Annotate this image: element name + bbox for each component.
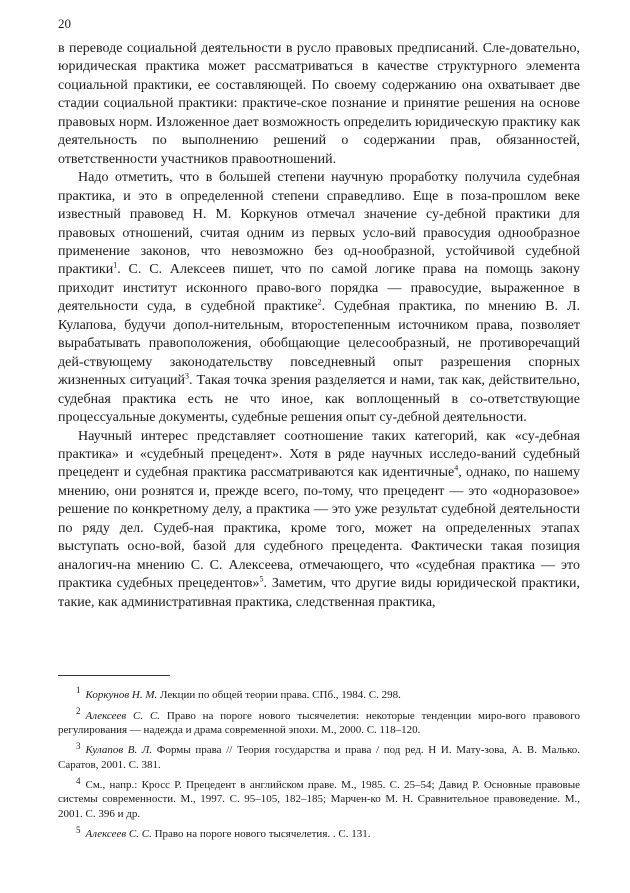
paragraph-text: . Заметим, что другие виды юридической практики, такие, как административная практика, следственная практика, [58,576,580,610]
footnotes [58,685,580,848]
footnote-text: См., напр.: Кросс Р. Прецедент в английском праве. М., 1985. С. 25–54; Давид Р. Основные правовые системы современности. М., 1997. С. 95–105, 182–185; Марчен-ко М. Н. Сравнительное правоведение. М., 2001. С. 396 и др. [58,779,580,820]
footnote-ref[interactable]: 2 [317,297,322,307]
paragraph-text: . Судебная практика, по мнению В. Л. Кулапова, будучи допол-нительным, второстепенным источником права, позволяет вырабатывать правоположения, обобщающие целесообразный, не противоречащий дей-ствующему законодательству повседневный опыт разрешения спорных жизненных ситуаций [58,299,580,389]
paragraph-text: Надо отметить, что в большей степени научную проработку получила судебная практика, и это в определенной степени справедливо. Еще в поза-прошлом веке известный правовед Н. М. Коркунов отмечал значение су-дебной практики для правовых отношений, считая одним из первых усло-вий правосудия однообразное применение законов, что невозможно без од-нообразной, устойчивой судебной практики [58,170,580,278]
footnote-author: Алексеев С. С. [85,828,152,841]
footnote-number: 4 [76,775,81,786]
body-text [58,40,580,612]
footnote [58,775,580,821]
page-number: 20 [58,16,71,31]
paragraph-text: . С. С. Алексеев пишет, что по самой логике права на помощь закону приходит институт исконного право-вого порядка — правосудие, выраженное в деятельности суда, в судебной практике [58,262,580,315]
footnote-ref[interactable]: 4 [454,463,459,473]
paragraph-text: , однако, по нашему мнению, они рознятся и, прежде всего, по-тому, что прецедент — это «одноразовое» решение по конкретному делу, а практика — это уже результат судебной деятельности по ряду дел. Судеб-ная практика, кроме того, может на определенных этапах выступать осно-вой, базой для судебного прецедента. Фактически такая позиция аналогич-на мнению С. С. Алексеева, отмечающего, что «судебная практика — это практика судебных прецедентов» [58,465,580,592]
footnote-number: 5 [76,824,81,835]
footnote-text: Право на пороге нового тысячелетия. . С. 131. [151,828,371,841]
footnote-text: Лекции по общей теории права. СПб., 1984. С. 298. [157,689,401,701]
footnote-text: Формы права // Теория государства и права / под ред. Н И. Мату-зова, А. В. Малько. Саратов, 2001. С. 381. [58,744,580,771]
body-paragraph [58,40,580,169]
footnote [58,824,580,841]
footnote-divider [58,675,170,676]
footnote-ref[interactable]: 5 [259,574,264,584]
footnote [58,685,580,702]
body-paragraph [58,169,580,427]
footnote-author: Алексеев С. С. [85,709,161,722]
footnote-number: 3 [76,740,81,751]
footnote-number: 2 [76,705,81,716]
footnote-author: Кулапов В. Л. [85,744,153,757]
footnote [58,740,580,771]
footnote-author: Коркунов Н. М. [85,689,158,701]
paragraph-text: . Такая точка зрения разделяется и нами, так как, действительно, судебная практика есть не что иное, как воплощенный в со-ответствующие процессуальные документы, судебные решения опыт су-дебной деятельности. [58,373,581,426]
footnote-ref[interactable]: 3 [185,371,189,381]
paragraph-text: в переводе социальной деятельности в русло правовых предписаний. Сле-довательно, юридическая практика может рассматриваться в качестве структурного элемента социальной практики, ее составляющей. По своему содержанию она охватывает две стадии социальной практики: практиче-ское познание и принятие решения на основе правовых норм. Изложенное дает возможность определить юридическую практику как деятельность по выполнению решений о содержании прав, обязанностей, ответственности участников правоотношений. [58,41,580,167]
footnote [58,705,580,737]
footnote-number: 1 [76,685,81,696]
footnote-ref[interactable]: 1 [113,260,118,270]
footnote-text: Право на пороге нового тысячелетия: некоторые тенденции миро-вого правового регулирования — надежда и драма современной эпохи. М., 2000. С. 118–120. [58,709,580,736]
paragraph-text: Научный интерес представляет соотношение таких категорий, как «су-дебная практика» и «судебный прецедент». Хотя в ряде научных исследо-ваний судебный прецедент и судебная практика рассматриваются как идентичные [58,428,580,481]
body-paragraph [58,428,580,613]
